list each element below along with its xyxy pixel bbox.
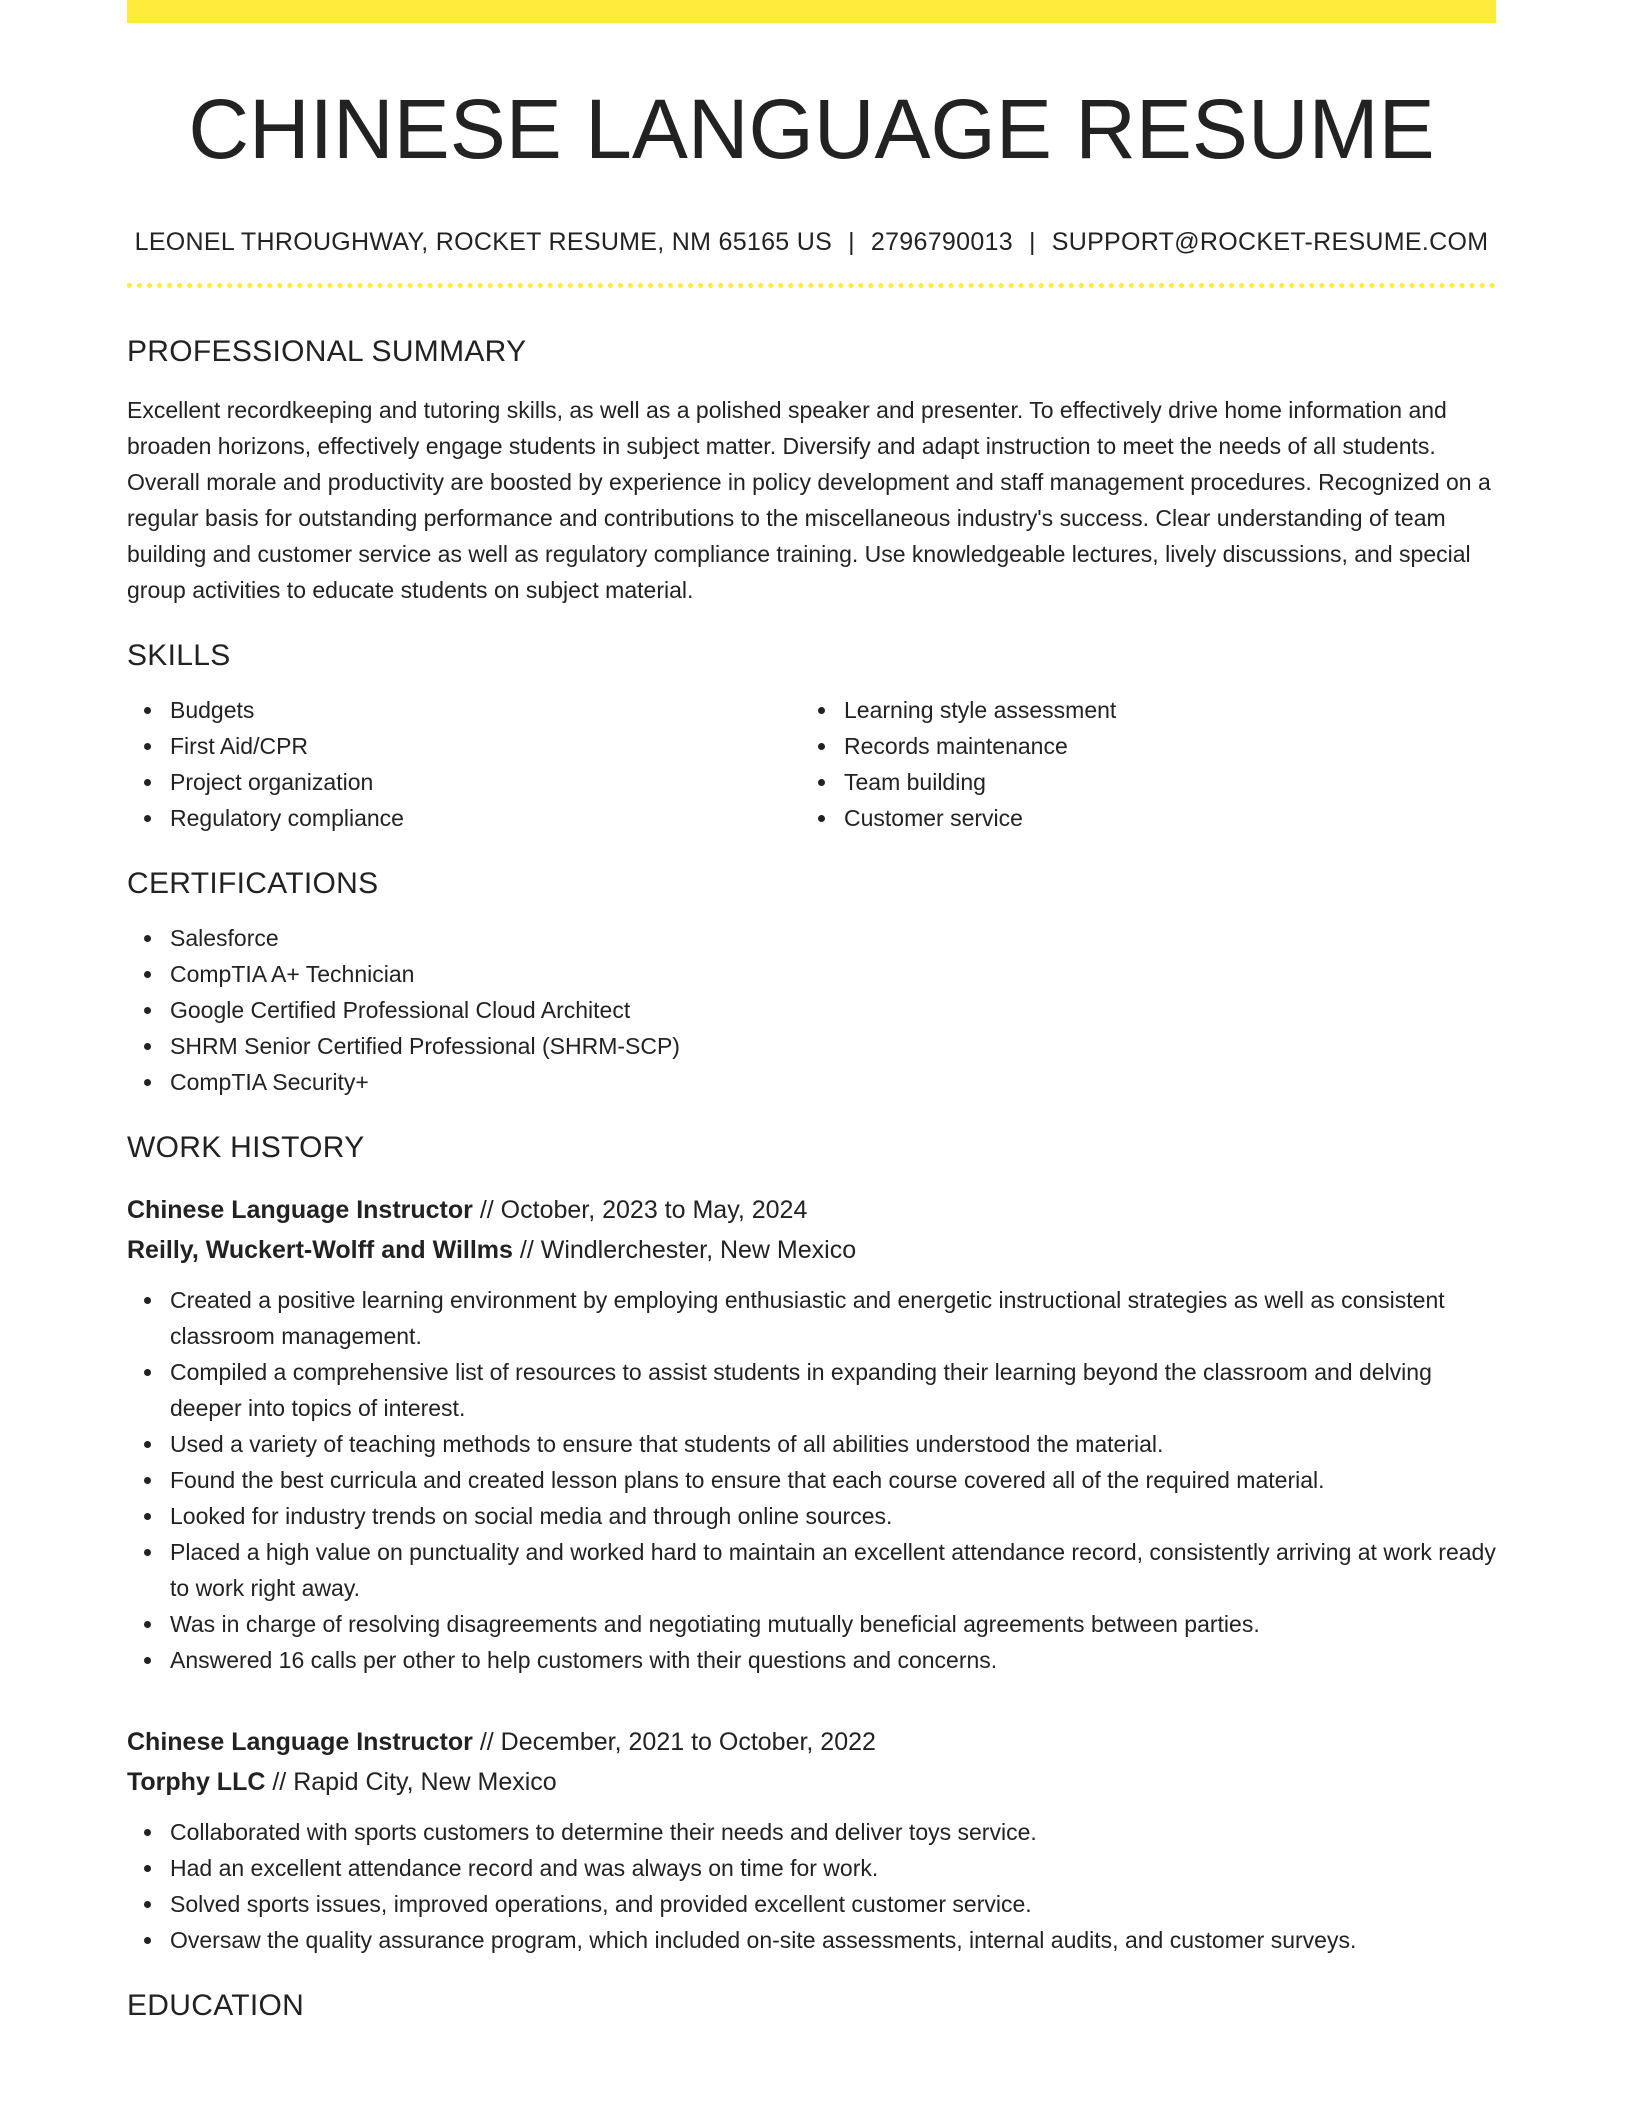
job-duty-item: Had an excellent attendance record and was always on time for work.	[170, 1850, 1496, 1886]
education-heading: EDUCATION	[127, 1988, 305, 2022]
skill-item: Team building	[844, 764, 1475, 800]
resume-page	[127, 0, 1496, 2024]
resume-title: CHINESE LANGUAGE RESUME	[188, 82, 1435, 176]
certification-item: Salesforce	[170, 920, 1496, 956]
certifications-heading: CERTIFICATIONS	[127, 866, 379, 900]
job-duty-item: Looked for industry trends on social media and through online sources.	[170, 1498, 1496, 1534]
certification-item: SHRM Senior Certified Professional (SHRM-SCP)	[170, 1028, 1496, 1064]
certification-item: CompTIA Security+	[170, 1064, 1496, 1100]
certification-item: CompTIA A+ Technician	[170, 956, 1496, 992]
certification-item: Google Certified Professional Cloud Architect	[170, 992, 1496, 1028]
job-duty-item: Found the best curricula and created lesson plans to ensure that each course covered all of the required material.	[170, 1462, 1496, 1498]
job-location: // Rapid City, New Mexico	[272, 1767, 557, 1796]
job-duty-item: Compiled a comprehensive list of resources to assist students in expanding their learning beyond the classroom and delving deeper into topics of interest.	[170, 1354, 1496, 1426]
contact-phone: 2796790013	[870, 227, 1013, 256]
job-title-line	[127, 1722, 1496, 1762]
job-entry	[127, 1190, 1496, 1678]
job-duties-list	[127, 1282, 1496, 1678]
job-entry	[127, 1722, 1496, 1958]
skills-column-left	[127, 692, 801, 836]
job-duty-item: Created a positive learning environment by employing enthusiastic and energetic instructional strategies as well as consistent classroom management.	[170, 1282, 1496, 1354]
work-history-heading: WORK HISTORY	[127, 1130, 365, 1164]
job-duty-item: Used a variety of teaching methods to ensure that students of all abilities understood the material.	[170, 1426, 1496, 1462]
skills-list	[127, 692, 1496, 836]
summary-heading: PROFESSIONAL SUMMARY	[127, 334, 527, 368]
job-company-line	[127, 1762, 1496, 1802]
job-duty-item: Solved sports issues, improved operations, and provided excellent customer service.	[170, 1886, 1496, 1922]
job-duty-item: Was in charge of resolving disagreements and negotiating mutually beneficial agreements between parties.	[170, 1606, 1496, 1642]
skill-item: Budgets	[170, 692, 801, 728]
contact-separator: |	[848, 227, 855, 256]
contact-email: SUPPORT@ROCKET-RESUME.COM	[1051, 227, 1489, 256]
skills-column-right	[801, 692, 1475, 836]
job-duties-list	[127, 1814, 1496, 1958]
job-duty-item: Placed a high value on punctuality and worked hard to maintain an excellent attendance record, consistently arriving at work ready to work right away.	[170, 1534, 1496, 1606]
skill-item: Learning style assessment	[844, 692, 1475, 728]
certifications-list	[127, 920, 1496, 1100]
contact-address: LEONEL THROUGHWAY, ROCKET RESUME, NM 65165 US	[134, 227, 833, 256]
job-location: // Windlerchester, New Mexico	[519, 1235, 857, 1264]
job-title: Chinese Language Instructor	[127, 1195, 473, 1224]
job-duty-item: Collaborated with sports customers to determine their needs and deliver toys service.	[170, 1814, 1496, 1850]
job-duty-item: Answered 16 calls per other to help customers with their questions and concerns.	[170, 1642, 1496, 1678]
contact-separator: |	[1028, 227, 1036, 256]
job-dates: // December, 2021 to October, 2022	[479, 1727, 876, 1756]
skill-item: Regulatory compliance	[170, 800, 801, 836]
dotted-divider	[127, 283, 1496, 288]
job-company: Reilly, Wuckert-Wolff and Willms	[127, 1235, 513, 1264]
skills-heading: SKILLS	[127, 638, 231, 672]
contact-line	[127, 228, 1496, 257]
job-company-line	[127, 1230, 1496, 1270]
accent-top-bar	[127, 0, 1496, 23]
job-title: Chinese Language Instructor	[127, 1727, 473, 1756]
job-duty-item: Oversaw the quality assurance program, which included on-site assessments, internal audits, and customer surveys.	[170, 1922, 1496, 1958]
skill-item: First Aid/CPR	[170, 728, 801, 764]
job-company: Torphy LLC	[127, 1767, 266, 1796]
job-dates: // October, 2023 to May, 2024	[479, 1195, 808, 1224]
summary-text: Excellent recordkeeping and tutoring skills, as well as a polished speaker and presenter. To effectively drive home information and broaden horizons, effectively engage students in subject matter. Diversify and adapt instruction to meet the needs of all students. Overall morale and productivity are boosted by experience in policy development and staff management procedures. Recognized on a regular basis for outstanding performance and contributions to the miscellaneous industry's success. Clear understanding of team building and customer service as well as regulatory compliance training. Use knowledgeable lectures, lively discussions, and special group activities to educate students on subject material.	[127, 396, 1491, 603]
skill-item: Customer service	[844, 800, 1475, 836]
skill-item: Records maintenance	[844, 728, 1475, 764]
skill-item: Project organization	[170, 764, 801, 800]
job-title-line	[127, 1190, 1496, 1230]
